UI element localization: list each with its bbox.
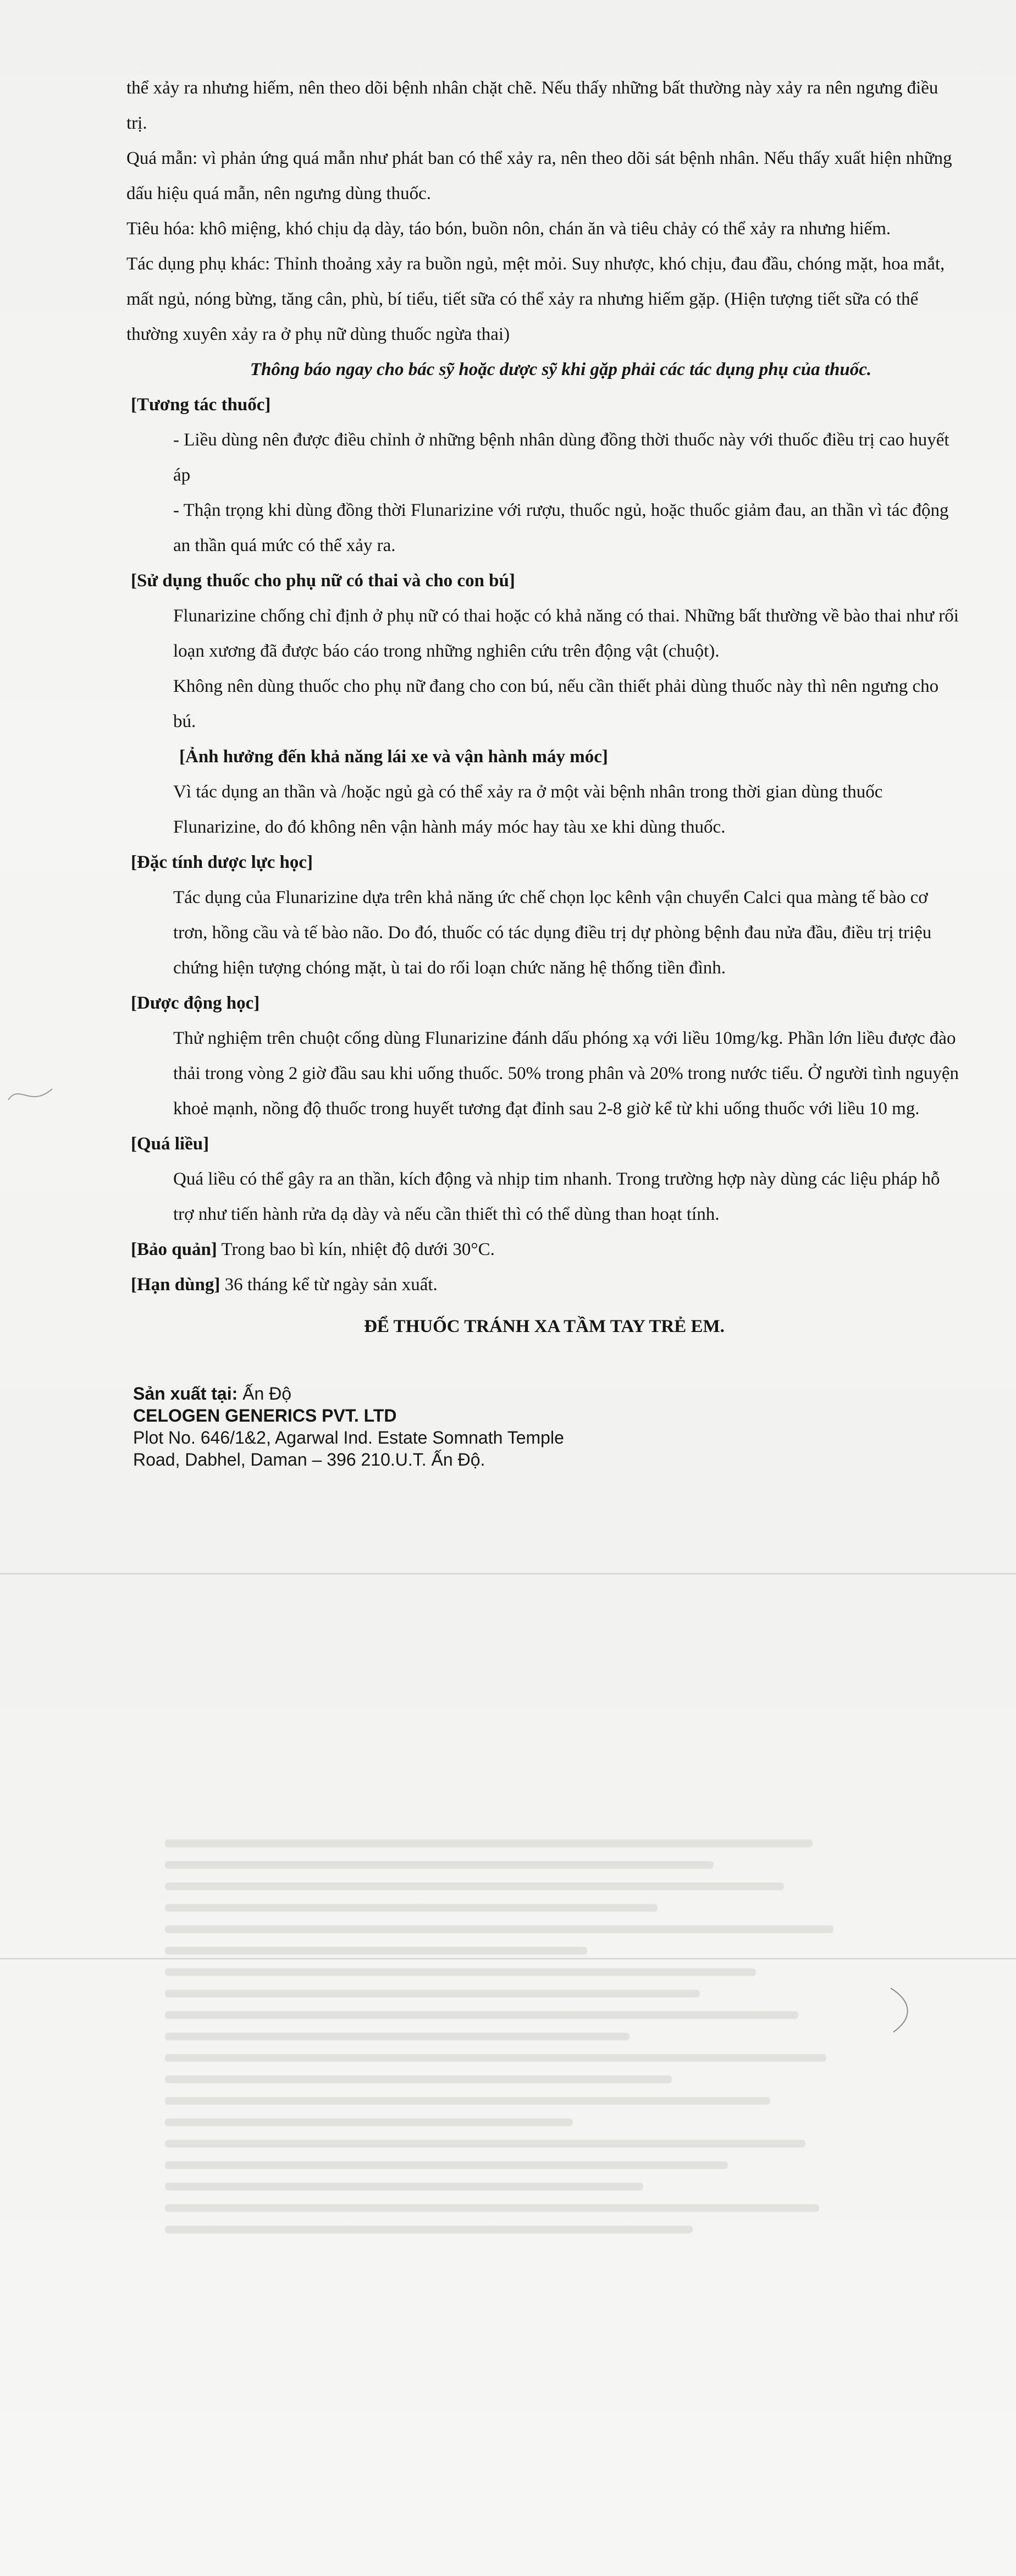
paper-curl-mark bbox=[885, 1985, 918, 2035]
shelf-life-text: 36 tháng kể từ ngày sản xuất. bbox=[224, 1275, 438, 1295]
manufacturer-block bbox=[126, 1383, 962, 1471]
keep-away-warning: ĐỂ THUỐC TRÁNH XA TẦM TAY TRẺ EM. bbox=[364, 1317, 725, 1336]
other-effects-paragraph: Tác dụng phụ khác: Thỉnh thoảng xảy ra buồn ngủ, mệt mỏi. Suy nhược, khó chịu, đau đầu, chóng mặt, hoa mắt, mất ngủ, nóng bừng, tăng cân, phù, bí tiểu, tiết sữa có thể xảy ra nhưng hiếm gặp. (Hiện tượng tiết sữa có thể thường xuyên xảy ra ở phụ nữ dùng thuốc ngừa thai) bbox=[126, 254, 945, 344]
overdose-section bbox=[126, 1126, 962, 1232]
paper-fold-line bbox=[0, 1573, 1016, 1575]
manufacturer-origin bbox=[133, 1383, 962, 1405]
interaction-item: - Thận trọng khi dùng đồng thời Flunarizine với rượu, thuốc ngủ, hoặc thuốc giảm đau, an thần vì tác động an thần quá mức có thể xảy ra. bbox=[173, 500, 949, 555]
breastfeeding-paragraph: Không nên dùng thuốc cho phụ nữ đang cho con bú, nếu cần thiết phải dùng thuốc này thì nên ngưng cho bú. bbox=[173, 676, 939, 731]
side-effects-paragraph: thể xảy ra nhưng hiếm, nên theo dõi bệnh nhân chặt chẽ. Nếu thấy những bất thường này xảy ra nên ngưng điều trị. bbox=[126, 78, 938, 133]
interactions-heading: [Tương tác thuốc] bbox=[131, 395, 271, 415]
pharmacodynamics-section bbox=[126, 845, 962, 986]
manufacturer-label: Sản xuất tại: bbox=[133, 1384, 238, 1403]
digestive-paragraph: Tiêu hóa: khô miệng, khó chịu dạ dày, táo bón, buồn nôn, chán ăn và tiêu chảy có thể xảy ra nhưng hiếm. bbox=[126, 219, 891, 239]
manufacturer-country: Ấn Độ bbox=[242, 1384, 292, 1403]
hypersensitivity-paragraph: Quá mẫn: vì phản ứng quá mẫn như phát ban có thể xảy ra, nên theo dõi sát bệnh nhân. Nếu thấy xuất hiện những dấu hiệu quá mẫn, nên ngưng dùng thuốc. bbox=[126, 148, 952, 203]
paper-curl-mark bbox=[5, 1078, 55, 1111]
manufacturer-address-line1: Plot No. 646/1&2, Agarwal Ind. Estate Somnath Temple bbox=[133, 1428, 564, 1447]
shelf-life-label: [Hạn dùng] bbox=[131, 1275, 220, 1295]
show-through-text bbox=[165, 1826, 869, 2247]
manufacturer-address-line2: Road, Dabhel, Daman – 396 210.U.T. Ấn Độ. bbox=[133, 1450, 485, 1469]
side-effects-section bbox=[126, 70, 962, 387]
storage-text: Trong bao bì kín, nhiệt độ dưới 30°C. bbox=[221, 1240, 495, 1259]
storage-label: [Bảo quản] bbox=[131, 1240, 217, 1259]
pregnancy-section bbox=[126, 563, 962, 739]
driving-heading: [Ảnh hưởng đến khả năng lái xe và vận hành máy móc] bbox=[179, 747, 608, 767]
pharmacokinetics-heading: [Dược động học] bbox=[131, 993, 260, 1013]
pregnancy-heading: [Sử dụng thuốc cho phụ nữ có thai và cho con bú] bbox=[131, 571, 515, 591]
pharmacokinetics-paragraph: Thử nghiệm trên chuột cống dùng Flunarizine đánh dấu phóng xạ với liều 10mg/kg. Phần lớn liều được đào thải trong vòng 2 giờ đầu sau khi uống thuốc. 50% trong phân và 20% trong nước tiểu. Ở người tình nguyện khoẻ mạnh, nồng độ thuốc trong huyết tương đạt đỉnh sau 2-8 giờ kể từ khi uống thuốc với liều 10 mg. bbox=[173, 1028, 959, 1119]
side-effects-warning: Thông báo ngay cho bác sỹ hoặc dược sỹ khi gặp phải các tác dụng phụ của thuốc. bbox=[250, 360, 872, 379]
pregnancy-paragraph: Flunarizine chống chỉ định ở phụ nữ có thai hoặc có khả năng có thai. Những bất thường về bào thai như rối loạn xương đã được báo cáo trong những nghiên cứu trên động vật (chuột). bbox=[173, 606, 959, 661]
storage-line bbox=[131, 1232, 962, 1267]
pharmacokinetics-section bbox=[126, 986, 962, 1126]
shelf-life-line bbox=[131, 1267, 962, 1302]
overdose-heading: [Quá liều] bbox=[131, 1134, 209, 1154]
driving-section bbox=[126, 739, 962, 845]
interactions-section bbox=[126, 387, 962, 563]
overdose-paragraph: Quá liều có thể gây ra an thần, kích động và nhịp tim nhanh. Trong trường hợp này dùng các liệu pháp hỗ trợ như tiến hành rửa dạ dày và nếu cần thiết thì có thể dùng than hoạt tính. bbox=[173, 1169, 940, 1224]
pharmacodynamics-heading: [Đặc tính dược lực học] bbox=[131, 852, 313, 872]
pharmacodynamics-paragraph: Tác dụng của Flunarizine dựa trên khả năng ức chế chọn lọc kênh vận chuyển Calci qua màng tế bào cơ trơn, hồng cầu và tế bào não. Do đó, thuốc có tác dụng điều trị dự phòng bệnh đau nửa đầu, điều trị triệu chứng hiện tượng chóng mặt, ù tai do rối loạn chức năng hệ thống tiền đình. bbox=[173, 888, 932, 978]
driving-paragraph: Vì tác dụng an thần và /hoặc ngủ gà có thể xảy ra ở một vài bệnh nhân trong thời gian dùng thuốc Flunarizine, do đó không nên vận hành máy móc hay tàu xe khi dùng thuốc. bbox=[173, 782, 883, 837]
interaction-item: - Liều dùng nên được điều chỉnh ở những bệnh nhân dùng đồng thời thuốc này với thuốc điều trị cao huyết áp bbox=[173, 430, 949, 485]
leaflet-content bbox=[126, 70, 962, 1471]
manufacturer-company: CELOGEN GENERICS PVT. LTD bbox=[133, 1406, 397, 1425]
